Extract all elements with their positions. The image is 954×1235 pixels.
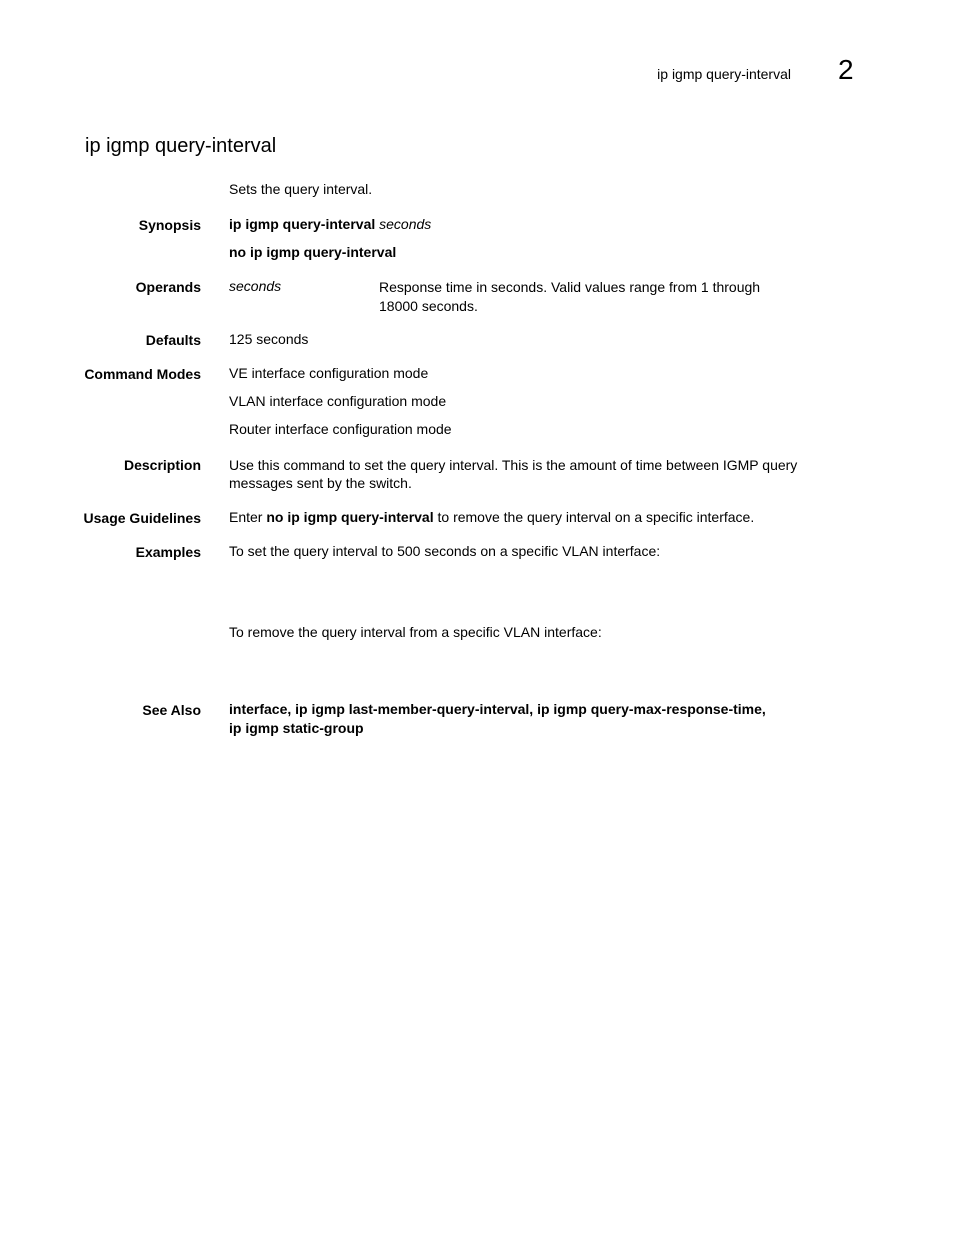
label-description: Description (123, 457, 201, 473)
synopsis-line-2: no ip igmp query-interval (229, 244, 397, 260)
label-usage-guidelines: Usage Guidelines (83, 510, 201, 526)
see-also-links-line-2[interactable]: ip igmp static-group (229, 720, 364, 736)
see-also-links-line-1[interactable]: interface, ip igmp last-member-query-interval, ip igmp query-max-response-time, (229, 701, 766, 717)
label-defaults: Defaults (145, 332, 201, 348)
label-operands: Operands (135, 279, 201, 295)
label-examples: Examples (135, 544, 201, 560)
operand-description: Response time in seconds. Valid values range from 1 through 18000 seconds. (379, 279, 761, 314)
synopsis-line-1 (229, 216, 431, 232)
page-title: ip igmp query-interval (85, 135, 277, 157)
running-header: ip igmp query-interval (657, 66, 791, 82)
synopsis-argument: seconds (379, 216, 432, 232)
example-text: To remove the query interval from a specific VLAN interface: (229, 624, 602, 640)
description-text: Use this command to set the query interval. This is the amount of time between IGMP query messages sent by the switch. (229, 457, 798, 491)
command-mode-item: VLAN interface configuration mode (229, 393, 447, 409)
label-see-also: See Also (142, 702, 201, 718)
label-synopsis: Synopsis (138, 217, 201, 233)
command-mode-item: VE interface configuration mode (229, 365, 429, 381)
command-mode-item: Router interface configuration mode (229, 421, 452, 437)
usage-post: to remove the query interval on a specific interface. (437, 509, 755, 525)
synopsis-command: ip igmp query-interval (229, 216, 376, 232)
chapter-number: 2 (838, 54, 854, 85)
intro-text: Sets the query interval. (229, 181, 373, 197)
defaults-value: 125 seconds (229, 331, 309, 347)
usage-text (229, 509, 754, 525)
label-command-modes: Command Modes (84, 366, 201, 382)
usage-command: no ip igmp query-interval (266, 509, 434, 525)
example-text: To set the query interval to 500 seconds on a specific VLAN interface: (229, 543, 661, 559)
usage-pre: Enter (229, 509, 263, 525)
operand-name: seconds (229, 278, 282, 294)
